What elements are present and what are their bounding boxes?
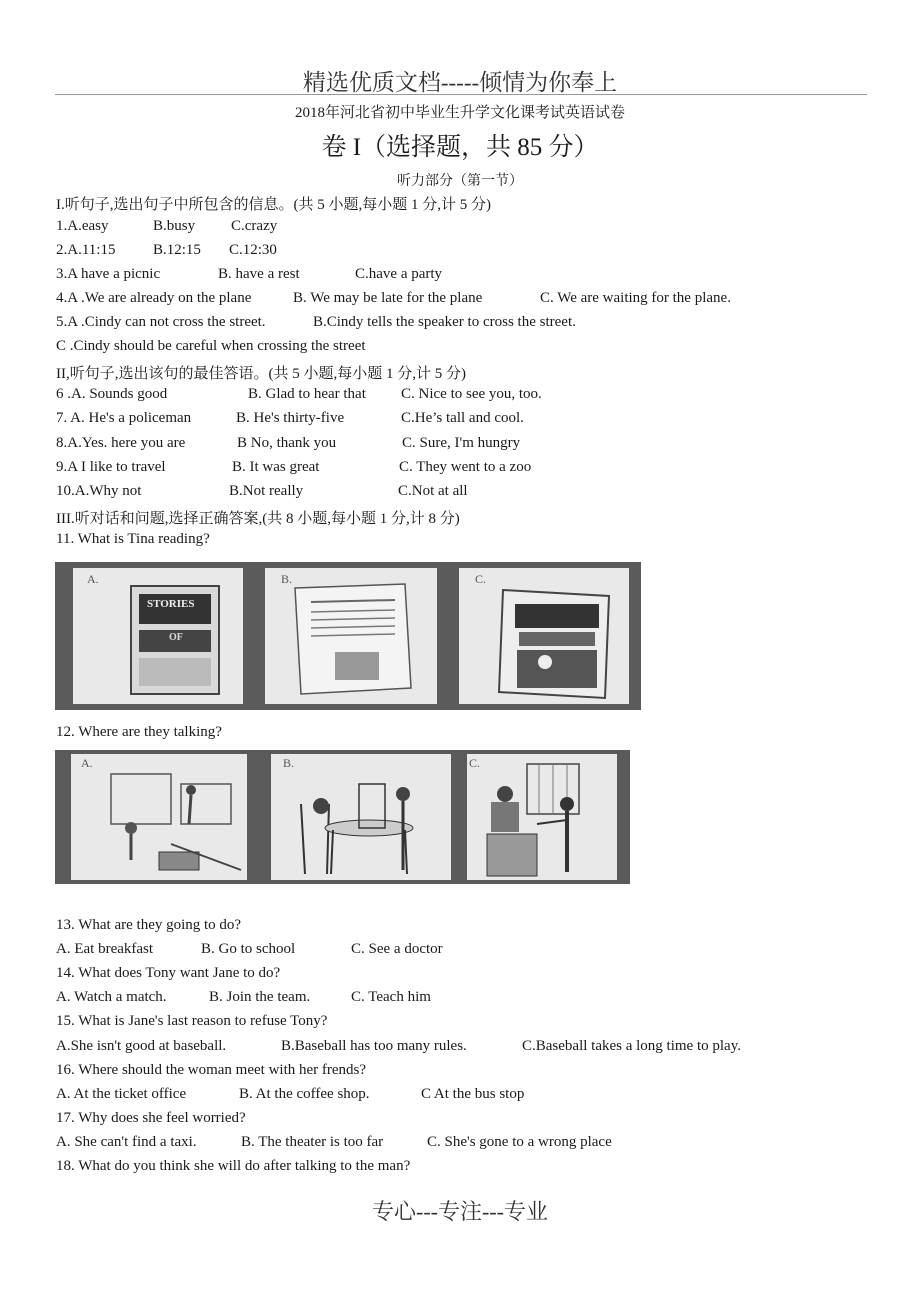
q2-option-a: 2.A.11:15: [56, 242, 116, 258]
q9-option-a: 9.A I like to travel: [56, 459, 166, 475]
q8-option-a: 8.A.Yes. here you are: [56, 435, 186, 451]
q1-option-b: B.busy: [153, 218, 196, 234]
q12-question: 12. Where are they talking?: [56, 724, 222, 740]
magazine-illustration: [459, 568, 629, 704]
q13-option-c: C. See a doctor: [351, 941, 443, 957]
q3-option-b: B. have a rest: [218, 266, 300, 282]
part3-heading: III.听对话和问题,选择正确答案,(共 8 小题,每小题 1 分,计 8 分): [56, 511, 460, 527]
q6-option-a: 6 .A. Sounds good: [56, 386, 168, 402]
q5-option-c: C .Cindy should be careful when crossing the street: [56, 338, 366, 354]
q12-panel-b: [271, 754, 451, 880]
q5-option-b: B.Cindy tells the speaker to cross the street.: [313, 314, 576, 330]
q9-option-c: C. They went to a zoo: [399, 459, 532, 475]
q15-question: 15. What is Jane's last reason to refuse Tony?: [56, 1013, 328, 1029]
q4-option-a: 4.A .We are already on the plane: [56, 290, 252, 306]
q13-question: 13. What are they going to do?: [56, 917, 242, 933]
q16-option-c: C At the bus stop: [421, 1086, 525, 1102]
book-title-word1: STORIES: [147, 598, 195, 610]
q6-option-b: B. Glad to hear that: [248, 386, 366, 402]
q13-option-a: A. Eat breakfast: [56, 941, 154, 957]
part2-heading: II,听句子,选出该句的最佳答语。(共 5 小题,每小题 1 分,计 5 分): [56, 366, 466, 382]
page-footer: 专心---专注---专业: [372, 1199, 548, 1224]
q10-option-b: B.Not really: [229, 483, 304, 499]
q16-option-a: A. At the ticket office: [56, 1086, 187, 1102]
q4-option-c: C. We are waiting for the plane.: [540, 290, 731, 306]
q14-option-a: A. Watch a match.: [56, 989, 167, 1005]
exam-title: 2018年河北省初中毕业生升学文化课考试英语试卷: [294, 105, 625, 121]
q8-option-b: B No, thank you: [237, 435, 337, 451]
q13-option-b: B. Go to school: [201, 941, 296, 957]
q10-option-c: C.Not at all: [398, 483, 468, 499]
q12-label-c: C.: [469, 756, 481, 770]
header-divider: [55, 94, 867, 95]
q14-option-b: B. Join the team.: [209, 989, 311, 1005]
page-header: 精选优质文档-----倾情为你奉上: [302, 70, 618, 95]
q11-label-a: A.: [87, 572, 99, 586]
book-title-word2: OF: [169, 632, 183, 643]
q1-option-a: 1.A.easy: [56, 218, 109, 234]
part1-heading: I.听句子,选出句子中所包含的信息。(共 5 小题,每小题 1 分,计 5 分): [56, 197, 491, 213]
q12-panel-a: [71, 754, 247, 880]
q7-option-b: B. He's thirty-five: [236, 410, 345, 426]
q18-question: 18. What do you think she will do after talking to the man?: [56, 1158, 411, 1174]
q8-option-c: C. Sure, I'm hungry: [402, 435, 521, 451]
q3-option-a: 3.A have a picnic: [56, 266, 161, 282]
q15-option-a: A.She isn't good at baseball.: [56, 1038, 227, 1054]
living-room-illustration: [71, 754, 247, 880]
q11-picture-strip: [55, 562, 641, 710]
q5-option-a: 5.A .Cindy can not cross the street.: [56, 314, 266, 330]
q15-option-b: B.Baseball has too many rules.: [281, 1038, 467, 1054]
q12-picture-strip: [55, 750, 630, 884]
q6-option-c: C. Nice to see you, too.: [401, 386, 542, 402]
q17-question: 17. Why does she feel worried?: [56, 1110, 246, 1126]
q14-option-c: C. Teach him: [351, 989, 431, 1005]
q10-option-a: 10.A.Why not: [56, 483, 142, 499]
q11-panel-a: [73, 568, 243, 704]
volume-title: 卷 I（选择题，共 85 分）: [321, 134, 599, 161]
q1-option-c: C.crazy: [231, 218, 278, 234]
q11-label-c: C.: [475, 572, 487, 586]
q7-option-a: 7. A. He's a policeman: [56, 410, 192, 426]
office-illustration: [467, 754, 617, 880]
q12-label-b: B.: [283, 756, 295, 770]
q17-option-a: A. She can't find a taxi.: [56, 1134, 197, 1150]
q11-panel-b: [265, 568, 437, 704]
q17-option-c: C. She's gone to a wrong place: [427, 1134, 612, 1150]
q16-option-b: B. At the coffee shop.: [239, 1086, 370, 1102]
q14-question: 14. What does Tony want Jane to do?: [56, 965, 281, 981]
q15-option-c: C.Baseball takes a long time to play.: [522, 1038, 741, 1054]
q11-label-b: B.: [281, 572, 293, 586]
restaurant-illustration: [271, 754, 451, 880]
q11-question: 11. What is Tina reading?: [56, 531, 210, 547]
q2-option-c: C.12:30: [229, 242, 277, 258]
newspaper-illustration: [265, 568, 437, 704]
q7-option-c: C.He’s tall and cool.: [401, 410, 524, 426]
q12-label-a: A.: [81, 756, 93, 770]
section-subtitle: 听力部分（第一节）: [397, 174, 523, 189]
q2-option-b: B.12:15: [153, 242, 201, 258]
q12-panel-c: [467, 754, 617, 880]
q11-panel-c: [459, 568, 629, 704]
q17-option-b: B. The theater is too far: [241, 1134, 384, 1150]
book-illustration: [73, 568, 243, 704]
q16-question: 16. Where should the woman meet with her frends?: [56, 1062, 367, 1078]
q3-option-c: C.have a party: [355, 266, 443, 282]
q4-option-b: B. We may be late for the plane: [293, 290, 483, 306]
q9-option-b: B. It was great: [232, 459, 320, 475]
